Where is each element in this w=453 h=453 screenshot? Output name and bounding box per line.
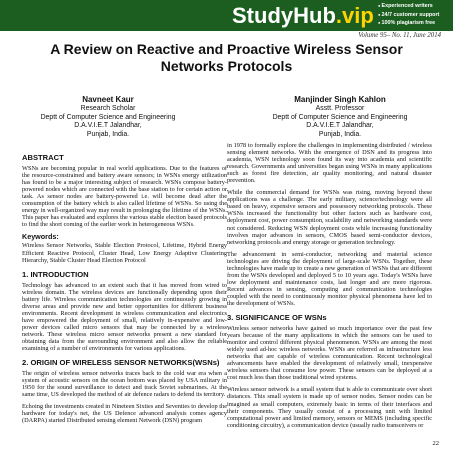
right-column bbox=[227, 142, 432, 434]
banner-feature: ● Experienced writers bbox=[378, 2, 439, 11]
banner-feature: ● 100% plagiarism free bbox=[378, 19, 439, 28]
page-number: 22 bbox=[432, 440, 439, 447]
author-place: Punjab, India. bbox=[86, 130, 130, 138]
author-role: Asstt. Professor bbox=[315, 105, 365, 113]
section-2-paragraph-1: The origin of wireless sensor networks traces back to the cold war era when a system of acoustic sensors on the ocean bottom was placed by USA military in 1950 for the sound surveillance to detect and track Soviet submarines. At the same time, US developed the method of air defence radars to defend its territory. bbox=[22, 370, 227, 399]
section-1-heading: 1. INTRODUCTION bbox=[22, 269, 89, 279]
section-3-heading: 3. SIGNIFICANCE OF WSNs bbox=[227, 313, 327, 323]
right-paragraph-3: The advancement in semi-conductor, networking and material science technologies are driving the deployment of large-scale WSNs. Together, these technologies have made up to create a new generation of WSNs that are different from the WSNs developed and deployed 5 to 10 years ago. Today's WSNs have low deployment and maintenance costs, last longer and are more rigorous. Recent advances in sensing, computing and communication technologies coupled with the need to continuously monitor physical phenomena have led to the development of WSNs. bbox=[227, 250, 432, 307]
section-2-paragraph-2: Echoing the investments created in Nineteen Sixties and Seventies to develop the hardware for today's net, the US Defence advanced analysis comes agency (DARPA) started Distributed sensing element Network (DSN) program bbox=[22, 403, 227, 425]
author-name: Navneet Kaur bbox=[82, 95, 134, 104]
abstract-text: WSNs are becoming popular in real world applications. Due to the features of the resource-constrained and battery aware sensors; in WSNs energy utilization has found to be a major interesting subject of research. WSNs compose battery-powered nodes which are connected with the base station to for certain action or task. As sensor nodes are battery-powered i.e. will become dead after the consumption of the battery which is also called lifetime of WSNs. So using the energy in well-organized way may result in prolonging the lifetime of the WSNs. This paper has evaluated and explores the various stable election based protocols to find the short coming of the earlier work in heterogeneous WSNs. bbox=[22, 165, 227, 229]
right-paragraph-1: in 1978 to formally explore the challenges in implementing distributed / wireless sensing element networks. With the emergence of DSN and its progress into academia, WSN technology soon found its way into academia and scientific research. Governments and universities began using WSNs in many applications such as forest fire detection, air quality monitoring, and natural disaster prevention. bbox=[227, 142, 432, 185]
section-1-text: Technology has advanced to an extent such that it has moved from wired to wireless domain. The wireless devices are functionally depending upon their battery life. Wireless communication technologies are continuously growing in diverse areas and provide new and better opportunities for different business environments. Recent development in wireless communication and electronics have empowered the deployment of small, relatively in-expensive and low-power devices called micro sensors that may be connected by a wireless network. These wireless micro sensor networks present a new standard for obtaining data from the surrounding environment and also allow the reliable examining of a number of environments for various applications. bbox=[22, 281, 227, 353]
right-paragraph-4: Wireless sensor networks have gained so much importance over the past few years because of the many applications in which the sensors can be used to monitor and control different physical phenomenon. WSNs are among the most widely used ad-hoc wireless networks. WSNs are referred as infrastructure less networks that are capable of wireless communication. Recent technological advancements have enabled the development of relatively small, inexpensive wireless sensors that consume low power. These sensors can be deployed at a cost much less than those traditional wired systems. bbox=[227, 325, 432, 382]
section-2-heading: 2. ORIGIN OF WIRELESS SENSOR NETWORKS(WSNs) bbox=[22, 358, 220, 368]
keywords-text: Wireless Sensor Networks, Stable Election Protocol, Lifetime, Hybrid Energy Efficient Reactive Protocol, Cluster Head, Low Energy Adaptive Clustering Hierarchy, Stable Cluster Head Election Protocol bbox=[22, 242, 227, 264]
author-name: Manjinder Singh Kahlon bbox=[294, 95, 386, 104]
ad-banner[interactable] bbox=[0, 0, 453, 31]
banner-feature-list bbox=[378, 2, 439, 28]
journal-volume: Volume 95– No. 11, June 2014 bbox=[358, 32, 441, 39]
keywords-heading: Keywords: bbox=[22, 232, 59, 242]
paper-title: A Review on Reactive and Proactive Wireless Sensor Networks Protocols bbox=[50, 41, 403, 74]
author-dept: Deptt of Computer Science and Engineering bbox=[272, 113, 408, 121]
author-place: Punjab, India. bbox=[318, 130, 362, 138]
author-block-1 bbox=[8, 96, 208, 139]
author-dept: Deptt of Computer Science and Engineering bbox=[40, 113, 176, 121]
studyhub-logo[interactable] bbox=[232, 3, 374, 29]
author-block-2 bbox=[240, 96, 440, 139]
right-paragraph-5: Wireless sensor network is a small system that is able to communicate over short distances. This small system is made up of sensor nodes. Sensor nodes can be imagined as small computers, extremely basic in terms of their interfaces and their components. They usually consist of a processing unit with limited computational power and limited memory, sensors or MEMS (including specific conditioning circuitry), a communication device (usually radio transceivers or bbox=[227, 386, 432, 429]
author-role: Research Scholar bbox=[80, 105, 136, 113]
left-column bbox=[22, 147, 227, 429]
abstract-heading: ABSTRACT bbox=[22, 153, 64, 162]
author-institute: D.A.V.I.E.T Jalandhar, bbox=[306, 122, 374, 130]
right-paragraph-2: While the commercial demand for WSNs was rising, moving beyond these applications was a challenge. The early military, science/technology were all based on heavy, expensive sensors and possessory networking protocols. These WSNs increased the functionality but other factors such as hardware cost, deployment cost, power consumption, scalability and networking standards were not considered. Reducing WSN deployment costs while increasing functionality involves major advances in sensors, CMOS based semi-conductor devices, networking protocols and energy storage or generation technology. bbox=[227, 189, 432, 246]
logo-tld-text: .vip bbox=[335, 3, 374, 28]
logo-main-text: StudyHub bbox=[232, 3, 336, 28]
banner-feature: ● 24/7 customer support bbox=[378, 11, 439, 20]
author-institute: D.A.V.I.E.T Jalandhar, bbox=[74, 122, 142, 130]
